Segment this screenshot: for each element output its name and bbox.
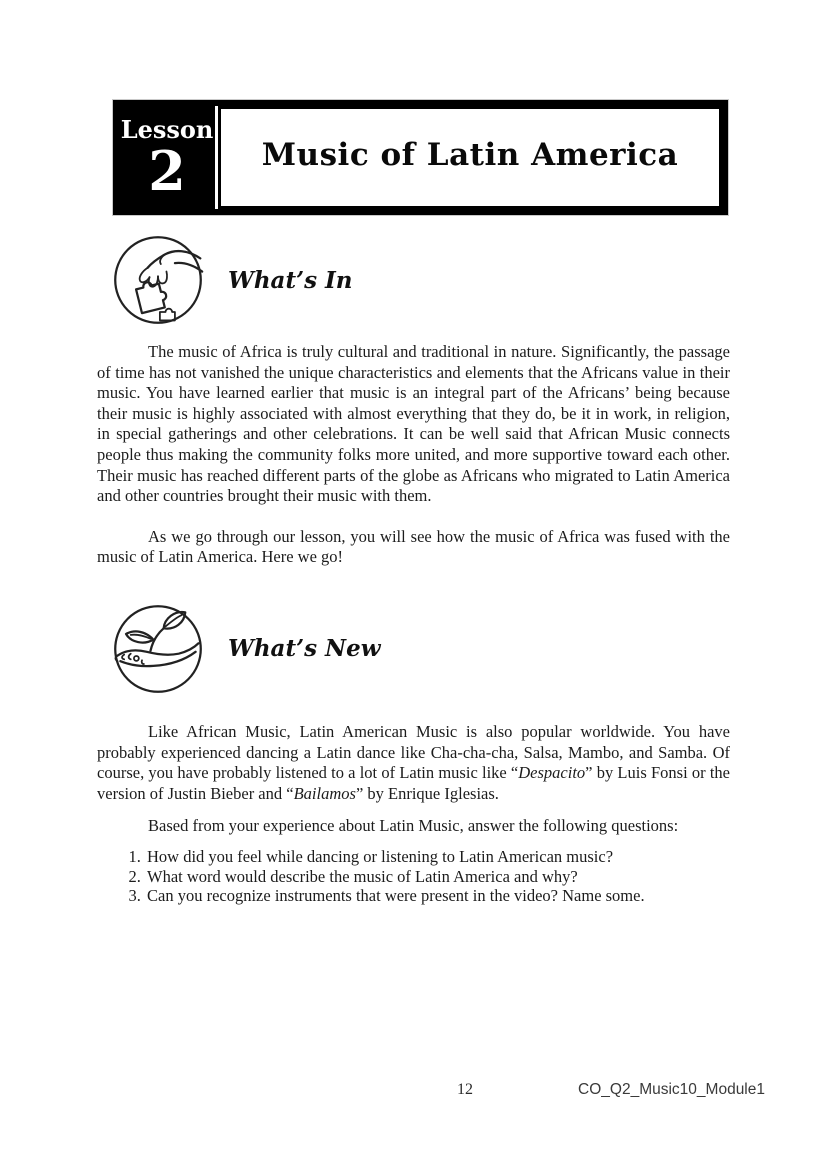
page-content <box>97 215 730 906</box>
lesson-number-cell <box>119 106 215 209</box>
whats-new-paragraph-2: Based from your experience about Latin Music, answer the following questions: <box>148 816 679 836</box>
whats-in-paragraph-2: As we go through our lesson, you will see how the music of Africa was fused with the music of Latin America. Here we go! <box>97 526 730 567</box>
module-code: CO_Q2_Music10_Module1 <box>578 1081 765 1098</box>
lesson-title-cell <box>218 106 722 209</box>
whats-new-heading: What’s New <box>228 635 381 663</box>
whats-in-paragraph-1: The music of Africa is truly cultural and traditional in nature. Significantly, the passage of time has not vanished the unique characteristics and elements that the Africans value in their music. You have learned earlier that music is an integral part of the Africans’ being because their music is highly associated with almost everything that they do, be it in work, in religion, in special gatherings and other celebrations. It can be well said that African Music connects people thus making the community folks more united, and more supportive toward each other. Their music has reached different parts of the globe as Africans who migrated to Latin America and other countries brought their music with them. <box>97 342 730 506</box>
page-number: 12 <box>457 1081 473 1098</box>
lesson-number: 2 <box>148 138 186 203</box>
hand-holding-puzzle-piece-icon <box>111 233 205 327</box>
hand-holding-sprout-icon <box>111 602 205 696</box>
question-item-1: 1. How did you feel while dancing or listening to Latin American music? <box>145 847 730 867</box>
question-list <box>97 847 730 906</box>
question-item-2: 2. What word would describe the music of Latin America and why? <box>145 867 730 887</box>
whats-new-paragraph-1: Like African Music, Latin American Music is also popular worldwide. You have probably experienced dancing a Latin dance like Cha-cha-cha, Salsa, Mambo, and Samba. Of course, you have probably listened to a lot of Latin music like “Despacito” by Luis Fonsi or the version of Justin Bieber and “Bailamos” by Enrique Iglesias. <box>97 721 730 803</box>
lesson-title: Music of Latin America <box>261 136 679 173</box>
question-item-3: 3. Can you recognize instruments that were present in the video? Name some. <box>145 886 730 906</box>
lesson-label: Lesson <box>120 114 214 144</box>
whats-new-section-header <box>111 602 730 696</box>
lesson-banner <box>113 100 728 215</box>
whats-in-section-header <box>111 233 730 327</box>
whats-in-heading: What’s In <box>228 266 353 294</box>
